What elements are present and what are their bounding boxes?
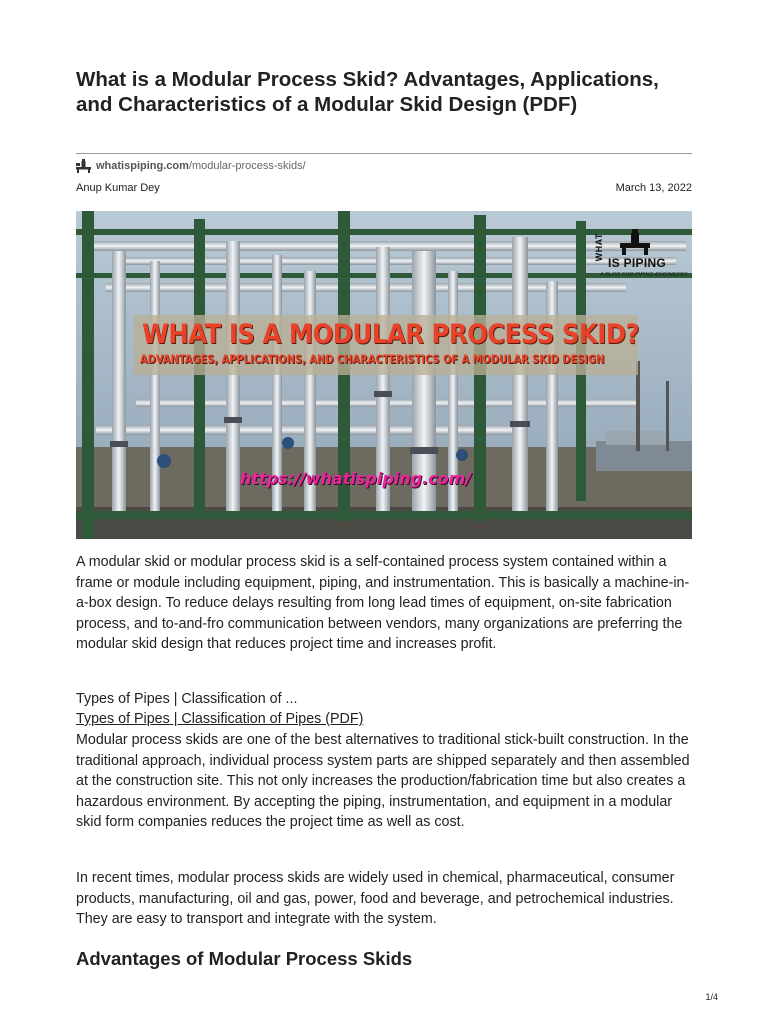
source-path[interactable]: /modular-process-skids/: [188, 160, 306, 172]
hero-image: [76, 211, 692, 539]
source-domain[interactable]: whatispiping.com: [96, 160, 189, 172]
author-name: Anup Kumar Dey: [76, 182, 160, 194]
site-logo-icon: [76, 159, 91, 173]
page-number: 1/4: [705, 992, 718, 1002]
paragraph-construction: Modular process skids are one of the best alternatives to traditional stick-built construction. In the traditional approach, individual process system parts are shipped separately and then assembled at the construction site. This not only increases the production/fabrication time but also creates a hazardous environment. By accepting the piping, instrumentation, and equipment in a modular skid form companies reduces the project time as well as cost.: [76, 732, 690, 830]
title-divider: [76, 153, 692, 154]
brand-tagline: A BLOG FOR PIPING ENGINEERS: [600, 272, 688, 278]
article-title: What is a Modular Process Skid? Advantages, Applications, and Characteristics of a Modular Skid Design (PDF): [76, 68, 659, 116]
hero-subheadline: ADVANTAGES, APPLICATIONS, AND CHARACTERISTICS OF A MODULAR SKID DESIGN: [140, 352, 605, 366]
section-heading-advantages: Advantages of Modular Process Skids: [76, 948, 413, 969]
source-line: [76, 158, 306, 174]
hero-headline: WHAT IS A MODULAR PROCESS SKID?: [142, 319, 640, 350]
paragraph-intro: A modular skid or modular process skid is a self-contained process system contained within a frame or module including equipment, piping, and instrumentation. This is basically a machine-in-a-box design. To reduce delays resulting from long lead times of equipment, on-site fabrication process, and to-and-fro communication between vendors, many organizations are preferring the modular skid design that reduces project time and increases profit.: [76, 554, 690, 652]
hero-url-overlay: https://whatispiping.com/: [240, 469, 472, 488]
brand-logo: [594, 229, 688, 285]
related-article-link[interactable]: Types of Pipes | Classification of Pipes (PDF): [76, 711, 364, 727]
piping-logo-icon: [620, 229, 650, 255]
paragraph-industries: In recent times, modular process skids are widely used in chemical, pharmaceutical, consumer products, manufacturing, oil and gas, power, food and beverage, and petrochemical industries. They are easy to transport and integrate with the system.: [76, 870, 675, 927]
brand-vertical-text: WHAT: [594, 233, 604, 262]
related-article-preview: Types of Pipes | Classification of ...: [76, 691, 298, 707]
publish-date: March 13, 2022: [615, 182, 692, 194]
article-meta: [76, 182, 692, 194]
brand-main-text: IS PIPING: [608, 256, 667, 270]
